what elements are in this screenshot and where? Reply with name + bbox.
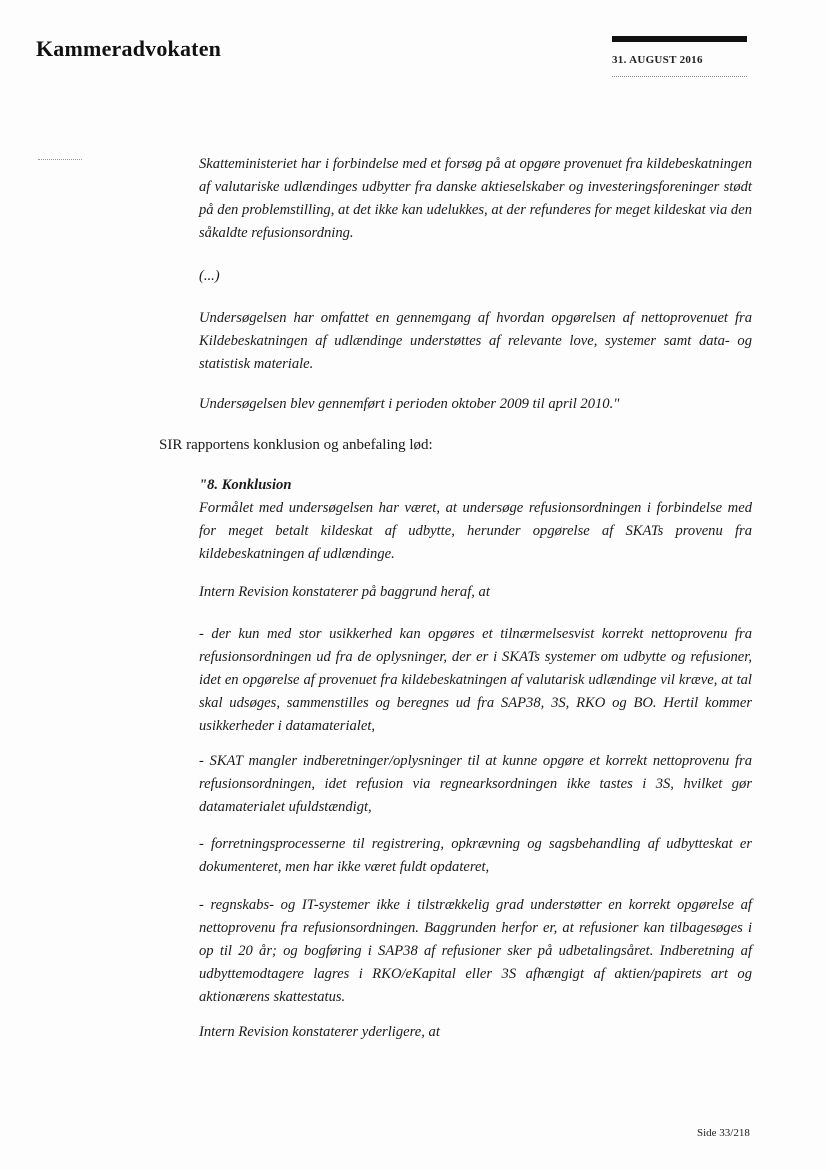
quote-bullet-2: - SKAT mangler indberetninger/oplysninger til at kunne opgøre et korrekt nettoprovenu fra refusionsordningen, idet refusion via regnearksordningen ikke tastes i 3S, hvilket gør datamaterialet ufuldstændigt, <box>199 753 752 815</box>
quote-paragraph-3: Undersøgelsen blev gennemført i perioden oktober 2009 til april 2010." <box>199 396 620 412</box>
section-heading: "8. Konklusion <box>199 477 292 493</box>
document-date: 31. AUGUST 2016 <box>612 54 703 66</box>
quote-bullet-1: - der kun med stor usikkerhed kan opgøres et tilnærmelsesvist korrekt nettoprovenu fra refusionsordningen ud fra de oplysninger, der er i SKATs systemer om udbytte og refusioner, idet en opgørelse af provenuet fra kildebeskatningen af valutarisk udlændinge vil kræve, at tal skal udsøges, sammenstilles og beregnes ud fra SAP38, 3S, RKO og BO. Hertil kommer usikkerheder i datamaterialet, <box>199 626 752 734</box>
margin-marker <box>38 159 82 160</box>
quote-bullet-3: - forretningsprocesserne til registrering, opkrævning og sagsbehandling af udbytteskat er dokumenteret, men har ikke været fuldt opdateret, <box>199 836 752 875</box>
date-divider <box>612 76 747 77</box>
quote-paragraph-1: Skatteministeriet har i forbindelse med et forsøg på at opgøre provenuet fra kildebeskatningen af valutariske udlændinges udbytter fra danske aktieselskaber og investeringsforeninger stødt på den problemstilling, at det ikke kan udelukkes, at der refunderes for meget kildeskat via den såkaldte refusionsordning. <box>199 156 752 241</box>
quote-ellipsis: (...) <box>199 268 220 284</box>
quote-paragraph-2: Undersøgelsen har omfattet en gennemgang af hvordan opgørelsen af nettoprovenuet fra Kildebeskatningen af udlændinge understøttes af relevante love, systemer samt data- og statistisk materiale. <box>199 310 752 372</box>
header-bar <box>612 36 747 42</box>
quote-paragraph-5: Intern Revision konstaterer på baggrund heraf, at <box>199 584 490 600</box>
quote-bullet-4: - regnskabs- og IT-systemer ikke i tilstrækkelig grad understøtter en korrekt opgørelse af nettoprovenu fra refusionsordningen. Baggrunden herfor er, at refusioner kan tilbagesøges i op til 20 år; og bogføring i SAP38 af refusioner sker på udbetalingsåret. Indberetning af udbyttemodtagere lagres i RKO/eKapital eller 3S afhængigt af aktien/papirets art og aktionærens skattestatus. <box>199 897 752 1005</box>
page-number: Side 33/218 <box>697 1127 750 1139</box>
body-paragraph: SIR rapportens konklusion og anbefaling lød: <box>159 437 433 453</box>
quote-paragraph-6: Intern Revision konstaterer yderligere, at <box>199 1024 440 1040</box>
logo: Kammeradvokaten <box>36 36 222 61</box>
quote-paragraph-4: Formålet med undersøgelsen har været, at undersøge refusionsordningen i forbindelse med for meget betalt kildeskat af udbytte, herunder opgørelse af SKATs provenu fra kildebeskatningen af udlændinge. <box>199 500 752 562</box>
